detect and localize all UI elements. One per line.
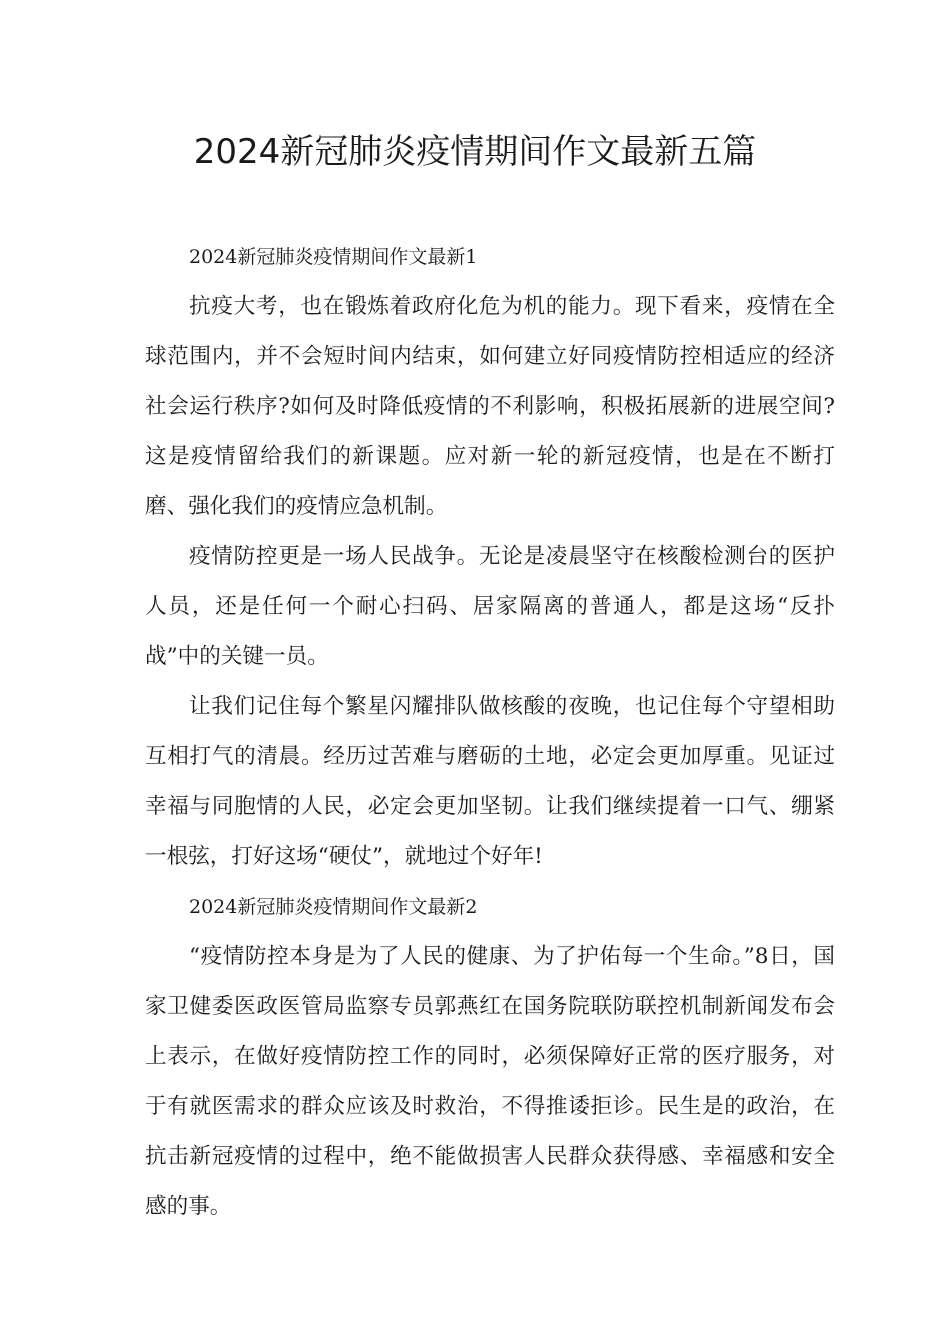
section-heading-1: 2024新冠肺炎疫情期间作文最新1 [189,246,478,268]
paragraph: 疫情防控更是一场人民战争。无论是凌晨坚守在核酸检测台的医护人员，还是任何一个耐心扫码、居家隔离的普通人，都是这场“反扑战”中的关键一员。 [145,544,835,669]
paragraph: “疫情防控本身是为了人民的健康、为了护佑每一个生命。”8日，国家卫健委医政医管局监察专员郭燕红在国务院联防联控机制新闻发布会上表示，在做好疫情防控工作的同时，必须保障好正常的医疗服务，对于有就医需求的群众应该及时救治，不得推诿拒诊。民生是的政治，在抗击新冠疫情的过程中，绝不能做损害人民群众获得感、幸福感和安全感的事。 [145,944,835,1219]
document-body [145,232,835,1232]
paragraph: 让我们记住每个繁星闪耀排队做核酸的夜晚，也记住每个守望相助互相打气的清晨。经历过苦难与磨砺的土地，必定会更加厚重。见证过幸福与同胞情的人民，必定会更加坚韧。让我们继续提着一口气、绷紧一根弦，打好这场“硬仗”，就地过个好年! [145,694,835,869]
section-heading-2: 2024新冠肺炎疫情期间作文最新2 [189,896,478,918]
paragraph: 抗疫大考，也在锻炼着政府化危为机的能力。现下看来，疫情在全球范围内，并不会短时间内结束，如何建立好同疫情防控相适应的经济社会运行秩序?如何及时降低疫情的不利影响，积极拓展新的进展空间?这是疫情留给我们的新课题。应对新一轮的新冠疫情，也是在不断打磨、强化我们的疫情应急机制。 [145,294,835,519]
document-title: 2024新冠肺炎疫情期间作文最新五篇 [193,132,757,172]
